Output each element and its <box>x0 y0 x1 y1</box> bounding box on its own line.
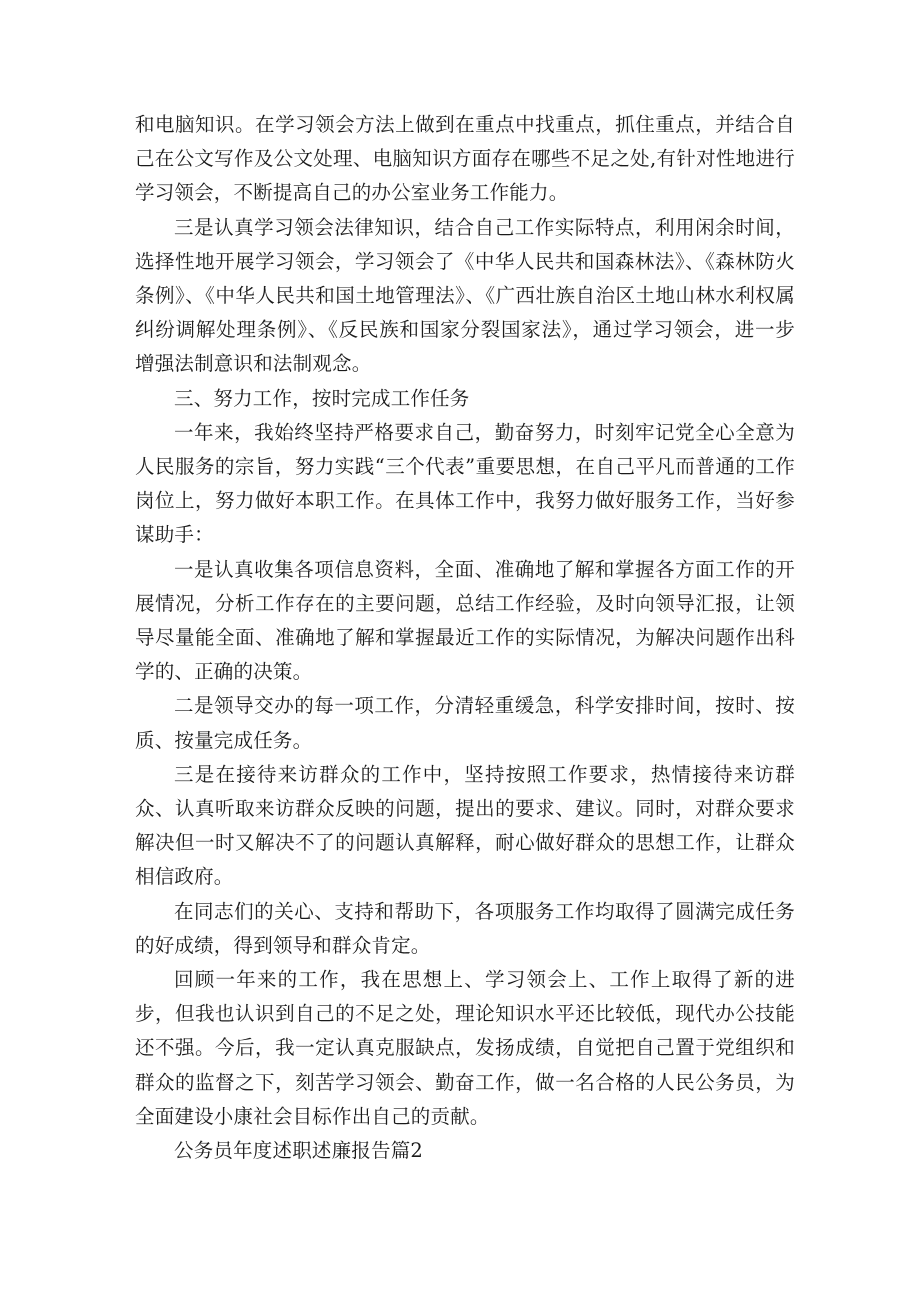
section-heading-work: 三、努力工作，按时完成工作任务 <box>174 386 470 410</box>
paragraph-point-three: 三是在接待来访群众的工作中，坚持按照工作要求，热情接待来访群众、认真听取来访群众反映的问题，提出的要求、建议。同时，对群众要求解决但一时又解决不了的问题认真解释，耐心做好群众的思想工作，让群众相信政府。 <box>135 762 795 889</box>
paragraph-continuation: 和电脑知识。在学习领会方法上做到在重点中找重点，抓住重点，并结合自己在公文写作及公文处理、电脑知识方面存在哪些不足之处,有针对性地进行学习领会，不断提高自己的办公室业务工作能力。 <box>135 113 795 205</box>
paragraph-point-one: 一是认真收集各项信息资料，全面、准确地了解和掌握各方面工作的开展情况，分析工作存在的主要问题，总结工作经验，及时向领导汇报，让领导尽量能全面、准确地了解和掌握最近工作的实际情况，为解决问题作出科学的、正确的决策。 <box>135 557 795 684</box>
paragraph-law-study: 三是认真学习领会法律知识，结合自己工作实际特点，利用闲余时间，选择性地开展学习领会，学习领会了《中华人民共和国森林法》、《森林防火条例》、《中华人民共和国土地管理法》、《广西壮族自治区土地山林水利权属纠纷调解处理条例》、《反民族和国家分裂国家法》，通过学习领会，进一步增强法制意识和法制观念。 <box>135 215 795 376</box>
paragraph-point-two: 二是领导交办的每一项工作，分清轻重缓急，科学安排时间，按时、按质、按量完成任务。 <box>135 694 795 752</box>
document-body <box>135 108 795 1168</box>
paragraph-year-summary: 一年来，我始终坚持严格要求自己，勤奋努力，时刻牢记党全心全意为人民服务的宗旨，努力实践“三个代表”重要思想，在自己平凡而普通的工作岗位上，努力做好本职工作。在具体工作中，我努力做好服务工作，当好参谋助手： <box>135 420 795 547</box>
paragraph-review: 回顾一年来的工作，我在思想上、学习领会上、工作上取得了新的进步，但我也认识到自己的不足之处，理论知识水平还比较低，现代办公技能还不强。今后，我一定认真克服缺点，发扬成绩，自觉把自己置于党组织和群众的监督之下，刻苦学习领会、勤奋工作，做一名合格的人民公务员，为全面建设小康社会目标作出自己的贡献。 <box>135 968 795 1128</box>
paragraph-achievement: 在同志们的关心、支持和帮助下，各项服务工作均取得了圆满完成任务的好成绩，得到领导和群众肯定。 <box>135 899 795 957</box>
next-report-title: 公务员年度述职述廉报告篇2 <box>174 1139 424 1163</box>
